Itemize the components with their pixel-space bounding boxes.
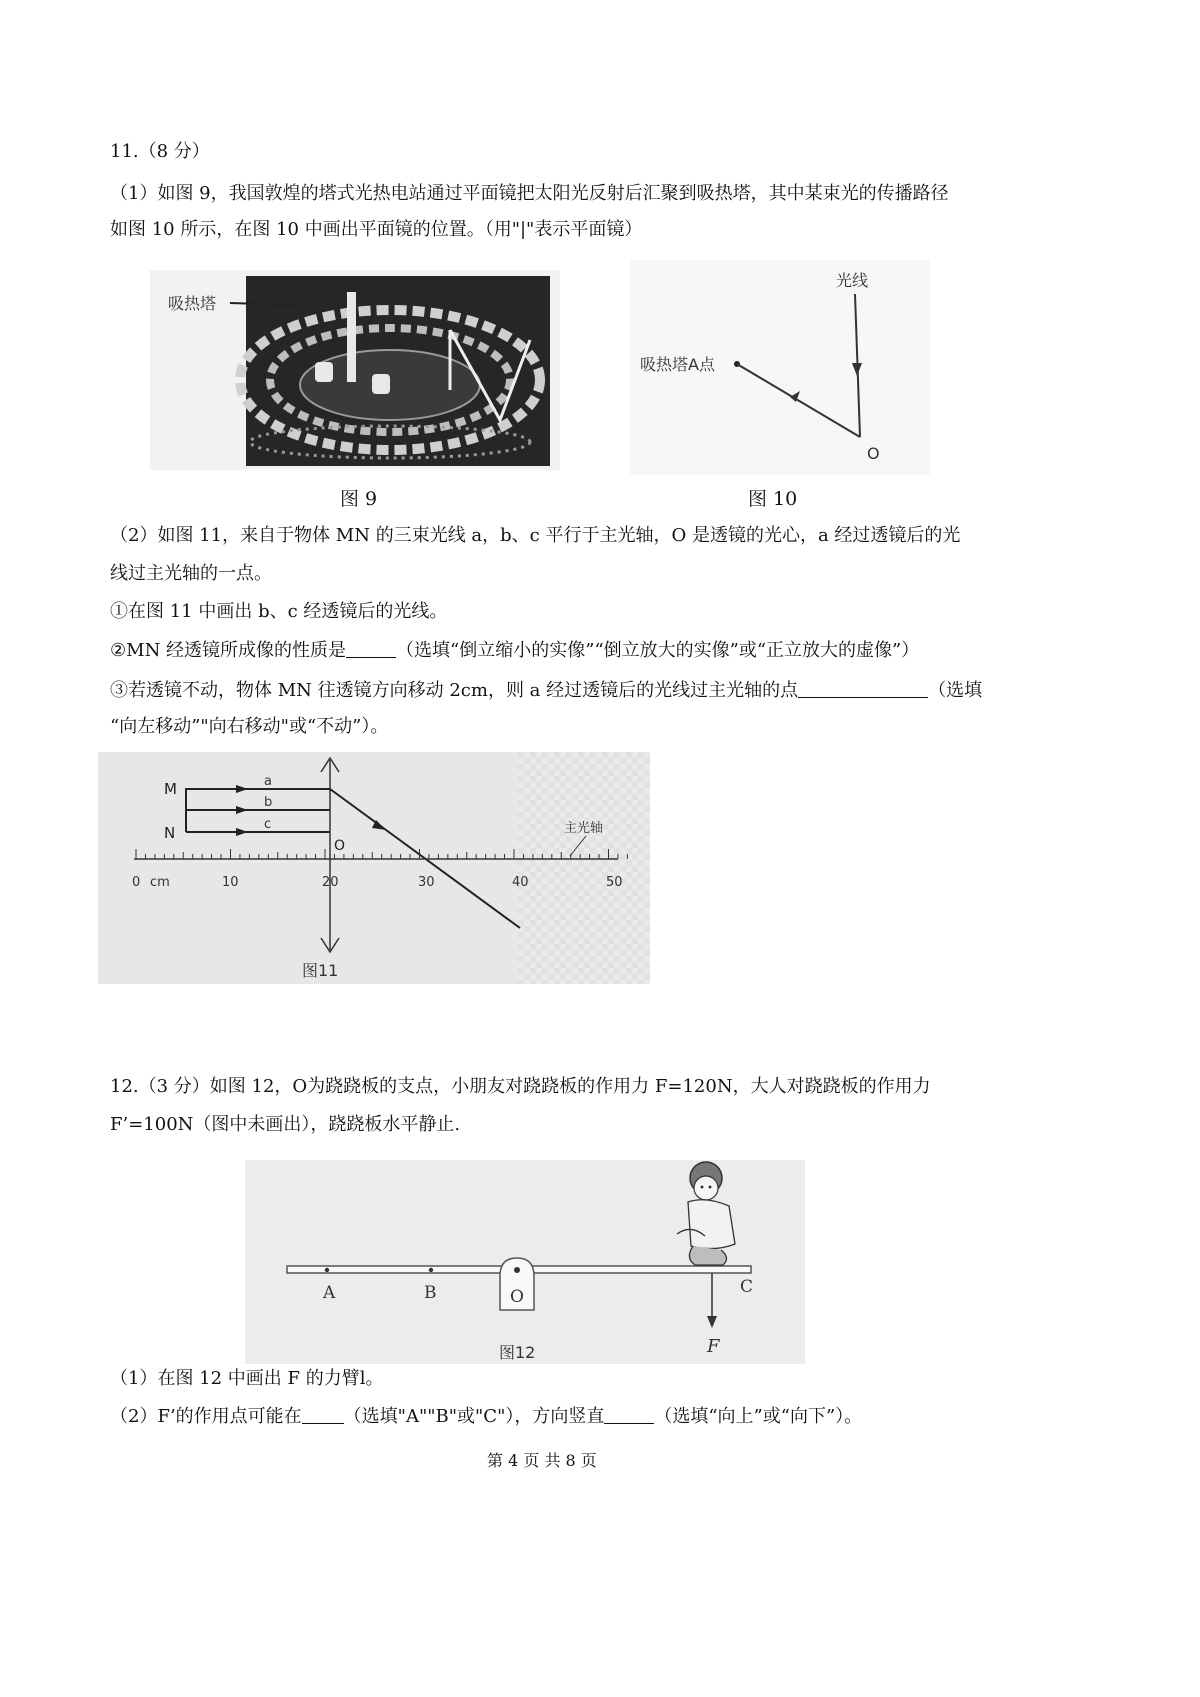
q11-sub1: ①在图 11 中画出 b、c 经透镜后的光线。 xyxy=(110,601,448,622)
point-b xyxy=(429,1268,433,1272)
q11-sub3-line2: “向左移动”"向右移动"或“不动”）。 xyxy=(110,716,389,737)
label-light: 光线 xyxy=(836,271,869,290)
label-o-fig12: O xyxy=(510,1287,524,1307)
label-principal-axis: 主光轴 xyxy=(564,821,604,836)
figure-9 xyxy=(150,270,560,470)
answer-blank-direction[interactable] xyxy=(604,1403,654,1424)
label-ray-b: b xyxy=(264,795,273,810)
q12-line2: F’=100N（图中未画出），跷跷板水平静止. xyxy=(110,1114,461,1135)
q11-part1-line1: （1）如图 9，我国敦煌的塔式光热电站通过平面镜把太阳光反射后汇聚到吸热塔，其中某束光的传播路径 xyxy=(110,183,949,204)
point-a xyxy=(325,1268,329,1272)
tick-20: 20 xyxy=(322,875,339,890)
answer-blank-point-move[interactable] xyxy=(798,677,928,698)
q11-header: 11.（8 分） xyxy=(110,141,210,162)
tower xyxy=(347,292,356,382)
q11-part2-line1: （2）如图 11，来自于物体 MN 的三束光线 a，b、c 平行于主光轴，O 是透镜的光心，a 经过透镜后的光 xyxy=(110,525,961,546)
tick-50: 50 xyxy=(606,875,623,890)
q12-sub1: （1）在图 12 中画出 F 的力臂l。 xyxy=(110,1368,384,1389)
label-ray-a: a xyxy=(264,774,272,789)
caption-figure-12: 图12 xyxy=(499,1343,536,1362)
q11-part1-line2: 如图 10 所示，在图 10 中画出平面镜的位置。（用"|"表示平面镜） xyxy=(110,219,643,240)
figure-11 xyxy=(98,752,650,984)
label-f: F xyxy=(707,1336,720,1357)
tick-30: 30 xyxy=(418,875,435,890)
tick-0: 0 xyxy=(132,875,141,890)
label-unit-cm: cm xyxy=(150,875,170,890)
q11-sub2: ②MN 经透镜所成像的性质是 （选填“倒立缩小的实像”“倒立放大的实像”或“正立放大的虚像”） xyxy=(110,637,919,664)
label-tower: 吸热塔 xyxy=(168,294,217,313)
caption-figure-9: 图 9 xyxy=(340,488,378,510)
label-point-a: 吸热塔A点 xyxy=(640,355,715,374)
caption-figure-10: 图 10 xyxy=(748,488,798,510)
label-b: B xyxy=(424,1283,437,1303)
label-ray-c: c xyxy=(264,817,272,832)
figure-12 xyxy=(245,1160,805,1364)
q12-sub2: （2）F’的作用点可能在 （选填"A""B"或"C"），方向竖直 （选填“向上”或“向下”）。 xyxy=(110,1403,862,1430)
label-a: A xyxy=(323,1283,336,1303)
caption-figure-11: 图11 xyxy=(302,961,339,980)
tick-40: 40 xyxy=(512,875,529,890)
label-c: C xyxy=(740,1277,754,1297)
label-n: N xyxy=(164,824,176,842)
q12-line1: 12.（3 分）如图 12，O为跷跷板的支点，小朋友对跷跷板的作用力 F=120N，大人对跷跷板的作用力 xyxy=(110,1076,931,1097)
label-optical-center: O xyxy=(334,838,346,854)
tick-10: 10 xyxy=(222,875,239,890)
q11-part2-line2: 线过主光轴的一点。 xyxy=(110,563,272,584)
answer-blank-point[interactable] xyxy=(302,1403,344,1424)
answer-blank-image-nature[interactable] xyxy=(346,637,396,658)
page-footer: 第 4 页 共 8 页 xyxy=(487,1451,597,1470)
q11-sub3: ③若透镜不动，物体 MN 往透镜方向移动 2cm，则 a 经过透镜后的光线过主光轴的点 （选填 xyxy=(110,677,982,704)
label-m: M xyxy=(164,780,177,798)
label-o-fig10: O xyxy=(867,444,880,463)
figure-10 xyxy=(630,260,930,475)
